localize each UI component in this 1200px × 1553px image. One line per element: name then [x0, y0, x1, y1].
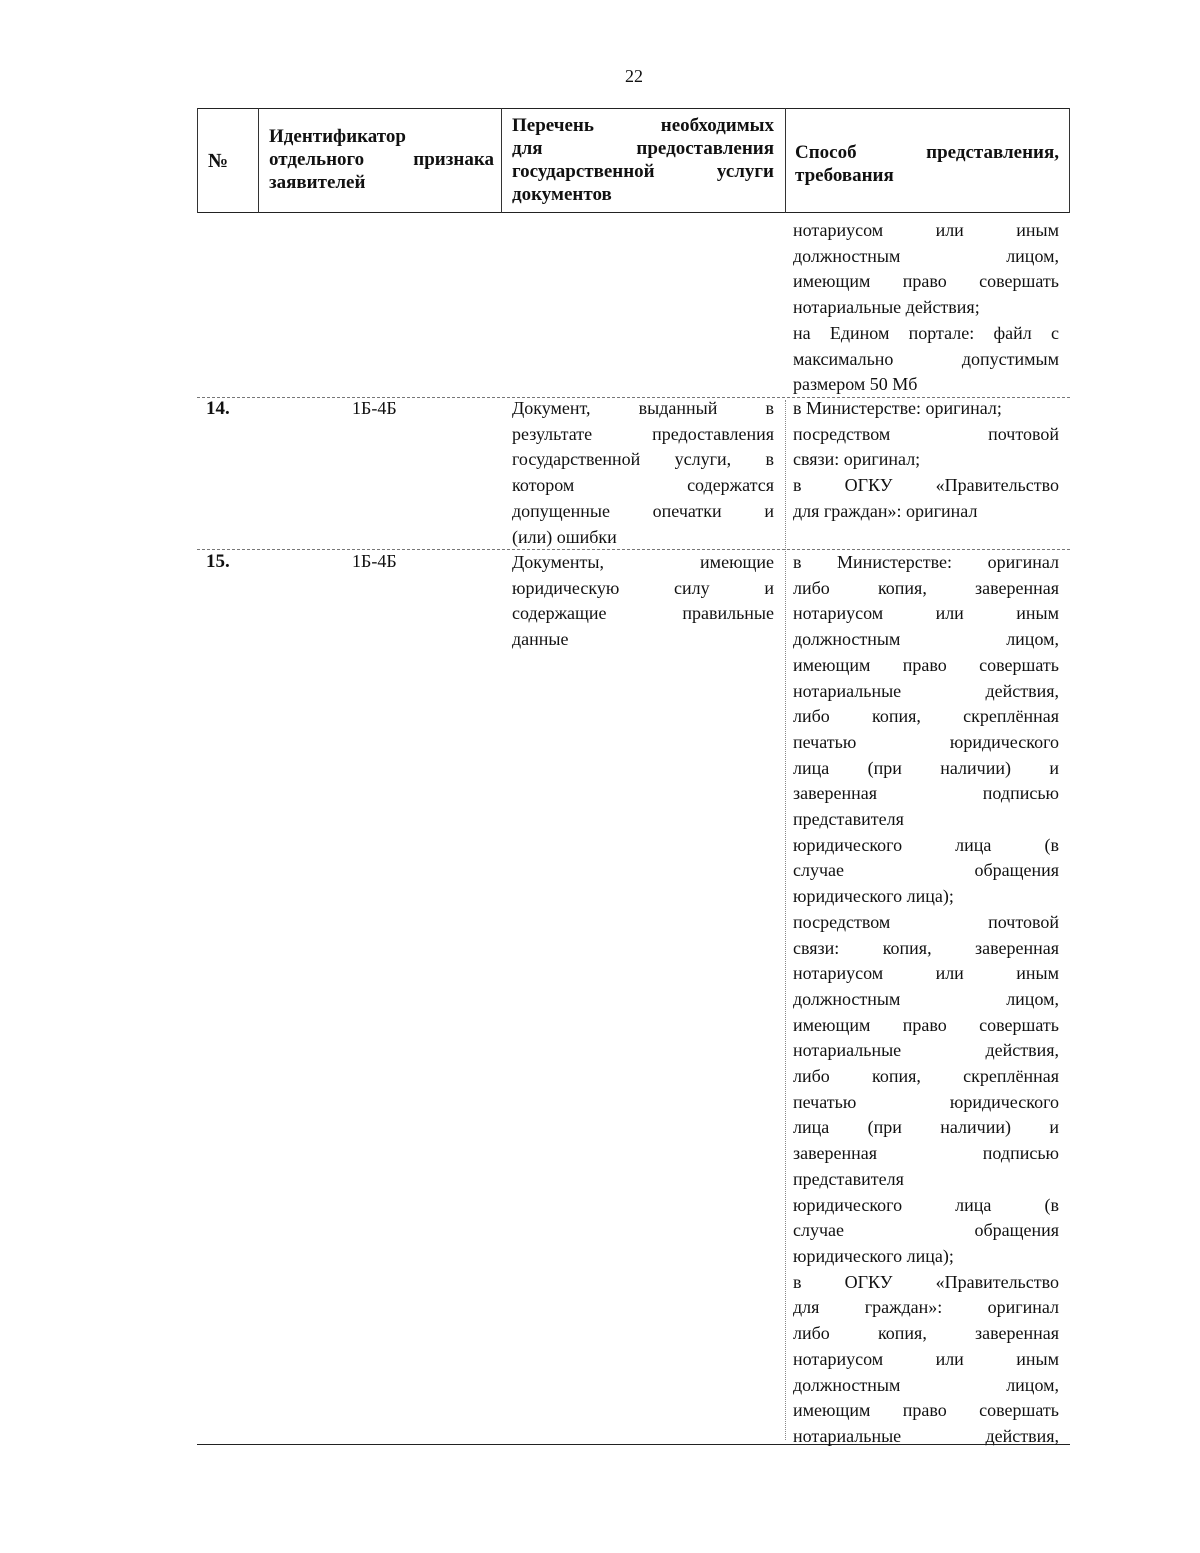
- header-identifier: [269, 125, 494, 194]
- text-line: имеющим право совершать: [793, 1400, 1059, 1421]
- text-line: для граждан»: оригинал: [793, 500, 978, 521]
- header-line: Способ представления,: [795, 142, 1059, 163]
- page-number: 22: [625, 66, 643, 86]
- text-line: в Министерстве: оригинал: [793, 552, 1059, 572]
- row-14-number: 14.: [206, 398, 230, 419]
- text-line: результате предоставления: [512, 423, 774, 444]
- text-line: Документ, выданный в: [512, 398, 774, 418]
- table-right-border: [1069, 108, 1070, 213]
- text-line: нотариальные действия;: [793, 297, 980, 318]
- text-line: либо копия, заверенная: [793, 577, 1059, 598]
- text-line: посредством почтовой: [793, 423, 1059, 444]
- row-14-documents: [512, 396, 774, 550]
- header-line: для предоставления: [512, 138, 774, 159]
- text-line: нотариусом или иным: [793, 220, 1059, 240]
- row-15-method: [793, 550, 1059, 1450]
- text-line: связи: копия, заверенная: [793, 937, 1059, 958]
- text-line: случае обращения: [793, 1220, 1059, 1241]
- text-line: лица (при наличии) и: [793, 1117, 1059, 1138]
- text-line: должностным лицом,: [793, 988, 1059, 1009]
- text-line: посредством почтовой: [793, 911, 1059, 932]
- text-line: на Едином портале: файл с: [793, 322, 1059, 343]
- continuation-method: [793, 218, 1059, 398]
- text-line: имеющим право совершать: [793, 271, 1059, 292]
- text-line: заверенная подписью: [793, 783, 1059, 804]
- text-line: юридического лица);: [793, 1245, 954, 1266]
- text-line: в ОГКУ «Правительство: [793, 1271, 1059, 1292]
- text-line: в ОГКУ «Правительство: [793, 475, 1059, 496]
- text-line: должностным лицом,: [793, 1374, 1059, 1395]
- header-method: [795, 141, 1059, 187]
- text-line: нотариусом или иным: [793, 963, 1059, 984]
- text-line: государственной услуги, в: [512, 449, 774, 470]
- text-line: данные: [512, 629, 569, 650]
- header-line: требования: [795, 165, 894, 186]
- text-line: имеющим право совершать: [793, 1014, 1059, 1035]
- text-line: лица (при наличии) и: [793, 757, 1059, 778]
- row-15-number: 15.: [206, 551, 230, 572]
- text-line: Документы, имеющие: [512, 552, 774, 572]
- table-left-border: [197, 108, 198, 213]
- row-14-method: [793, 396, 1059, 525]
- table-top-border: [197, 108, 1070, 109]
- row-14-identifier: 1Б-4Б: [352, 398, 397, 418]
- text-line: либо копия, скреплённая: [793, 706, 1059, 727]
- column-divider-3: [785, 108, 786, 213]
- text-line: котором содержатся: [512, 475, 774, 496]
- text-line: юридическую силу и: [512, 577, 774, 598]
- header-line: Идентификатор: [269, 126, 406, 147]
- text-line: юридического лица (в: [793, 834, 1059, 855]
- header-line: заявителей: [269, 172, 366, 193]
- text-line: максимально допустимым: [793, 348, 1059, 369]
- text-line: представителя: [793, 809, 904, 830]
- text-line: представителя: [793, 1168, 904, 1189]
- column-divider-3-body: [785, 400, 786, 1440]
- text-line: печатью юридического: [793, 731, 1059, 752]
- column-divider-2: [501, 108, 502, 213]
- text-line: либо копия, заверенная: [793, 1323, 1059, 1344]
- text-line: нотариальные действия,: [793, 1425, 1059, 1446]
- header-documents: [512, 114, 774, 206]
- text-line: имеющим право совершать: [793, 654, 1059, 675]
- header-line: Перечень необходимых: [512, 115, 774, 136]
- row-15-identifier: 1Б-4Б: [352, 551, 397, 571]
- text-line: (или) ошибки: [512, 526, 617, 547]
- text-line: нотариусом или иным: [793, 603, 1059, 624]
- text-line: размером 50 Мб: [793, 374, 918, 395]
- text-line: должностным лицом,: [793, 629, 1059, 650]
- text-line: юридического лица);: [793, 886, 954, 907]
- text-line: содержащие правильные: [512, 603, 774, 624]
- text-line: для граждан»: оригинал: [793, 1297, 1059, 1318]
- text-line: связи: оригинал;: [793, 449, 921, 470]
- text-line: нотариальные действия,: [793, 1040, 1059, 1061]
- text-line: печатью юридического: [793, 1091, 1059, 1112]
- text-line: заверенная подписью: [793, 1143, 1059, 1164]
- column-divider-1: [258, 108, 259, 213]
- header-line: отдельного признака: [269, 149, 494, 170]
- text-line: допущенные опечатки и: [512, 500, 774, 521]
- text-line: должностным лицом,: [793, 245, 1059, 266]
- row-15-documents: [512, 550, 774, 653]
- text-line: случае обращения: [793, 860, 1059, 881]
- header-line: государственной услуги: [512, 161, 774, 182]
- text-line: нотариальные действия,: [793, 680, 1059, 701]
- text-line: юридического лица (в: [793, 1194, 1059, 1215]
- text-line: нотариусом или иным: [793, 1348, 1059, 1369]
- header-no: №: [208, 150, 229, 172]
- header-line: документов: [512, 184, 612, 205]
- header-bottom-border: [197, 212, 1070, 213]
- text-line: либо копия, скреплённая: [793, 1066, 1059, 1087]
- text-line: в Министерстве: оригинал;: [793, 398, 1002, 418]
